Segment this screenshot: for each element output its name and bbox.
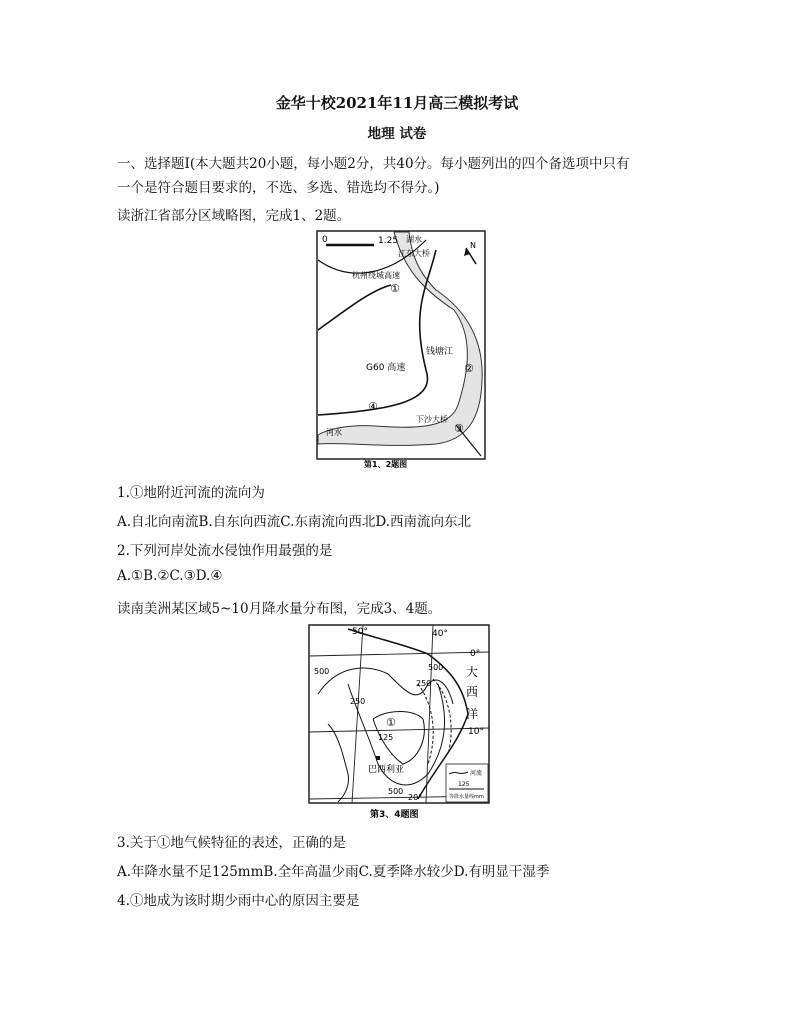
q3-options: A.年降水量不足125mmB.全年高温少雨C.夏季降水较少D.有明显干湿季 [117, 864, 550, 880]
iso-label-250a: 250 [350, 697, 366, 706]
section-intro-line1: 一、选择题Ⅰ(本大题共20小题，每小题2分，共40分。每小题列出的四个备选项中只有 [117, 156, 630, 172]
ocean-char-2: 西 [466, 685, 479, 699]
legend-iso-value: 125 [458, 781, 470, 788]
label-highway2: G60 高速 [366, 363, 406, 373]
exam-title: 金华十校2021年11月高三模拟考试 [275, 94, 519, 112]
ocean-char-3: 洋 [466, 707, 479, 721]
iso-label-125: 125 [378, 733, 394, 742]
svg-text:N: N [470, 241, 476, 250]
label-jiangdong: 江东大桥 [398, 249, 430, 258]
q1-options: A.自北向南流B.自东向西流C.东南流向西北D.西南流向东北 [117, 514, 472, 530]
map2-legend [446, 764, 488, 802]
scale-zero: 0 [322, 235, 328, 245]
exam-subtitle: 地理 试卷 [367, 126, 427, 142]
lon-50: 50° [352, 627, 368, 637]
ocean-char-1: 大 [466, 665, 479, 679]
marker-3: ③ [454, 422, 464, 435]
zhejiang-map [316, 230, 486, 468]
q12-stem: 读浙江省部分区域略图，完成1、2题。 [117, 208, 351, 224]
label-hexi: 河水 [326, 428, 342, 437]
map1-caption: 第1、2题图 [364, 460, 408, 468]
q4-stem: 4.①地成为该时期少雨中心的原因主要是 [117, 893, 360, 909]
brasilia-dot [376, 756, 380, 760]
legend-river: 河流 [470, 770, 483, 777]
marker-4: ④ [368, 400, 378, 413]
lat-20: 20° [408, 793, 423, 802]
label-river: 钱塘江 [426, 347, 454, 357]
lat-0: 0° [470, 649, 481, 659]
label-huxi: 湖水 [406, 235, 422, 244]
q2-stem: 2.下列河岸处流水侵蚀作用最强的是 [117, 543, 333, 559]
marker-1-map2: ① [386, 716, 396, 729]
marker-1: ① [390, 282, 400, 295]
scale-value: 1.25 [378, 236, 399, 246]
q3-stem: 3.关于①地气候特征的表述，正确的是 [117, 835, 346, 851]
map2-caption: 第3、4题图 [370, 810, 419, 820]
q2-options: A.①B.②C.③D.④ [117, 568, 223, 584]
iso-label-500c: 500 [388, 787, 404, 796]
q1-stem: 1.①地附近河流的流向为 [117, 485, 265, 501]
section-intro-line2: 一个是符合题目要求的，不选、多选、错选均不得分。) [117, 180, 440, 196]
lon-40: 40° [432, 629, 448, 639]
q34-stem: 读南美洲某区域5~10月降水量分布图，完成3、4题。 [117, 601, 442, 617]
iso-label-500a: 500 [314, 667, 330, 676]
iso-label-250b: 250 [416, 679, 432, 688]
lat-10: 10° [468, 727, 484, 737]
label-brasilia: 巴西利亚 [368, 765, 405, 775]
iso-label-500b: 500 [428, 663, 444, 672]
marker-2: ② [464, 362, 474, 375]
south-america-map [308, 624, 490, 822]
legend-iso: 等降水量线mm [449, 794, 484, 800]
label-xiasha: 下沙大桥 [416, 415, 448, 424]
label-highway1: 杭州绕城高速 [352, 271, 400, 280]
